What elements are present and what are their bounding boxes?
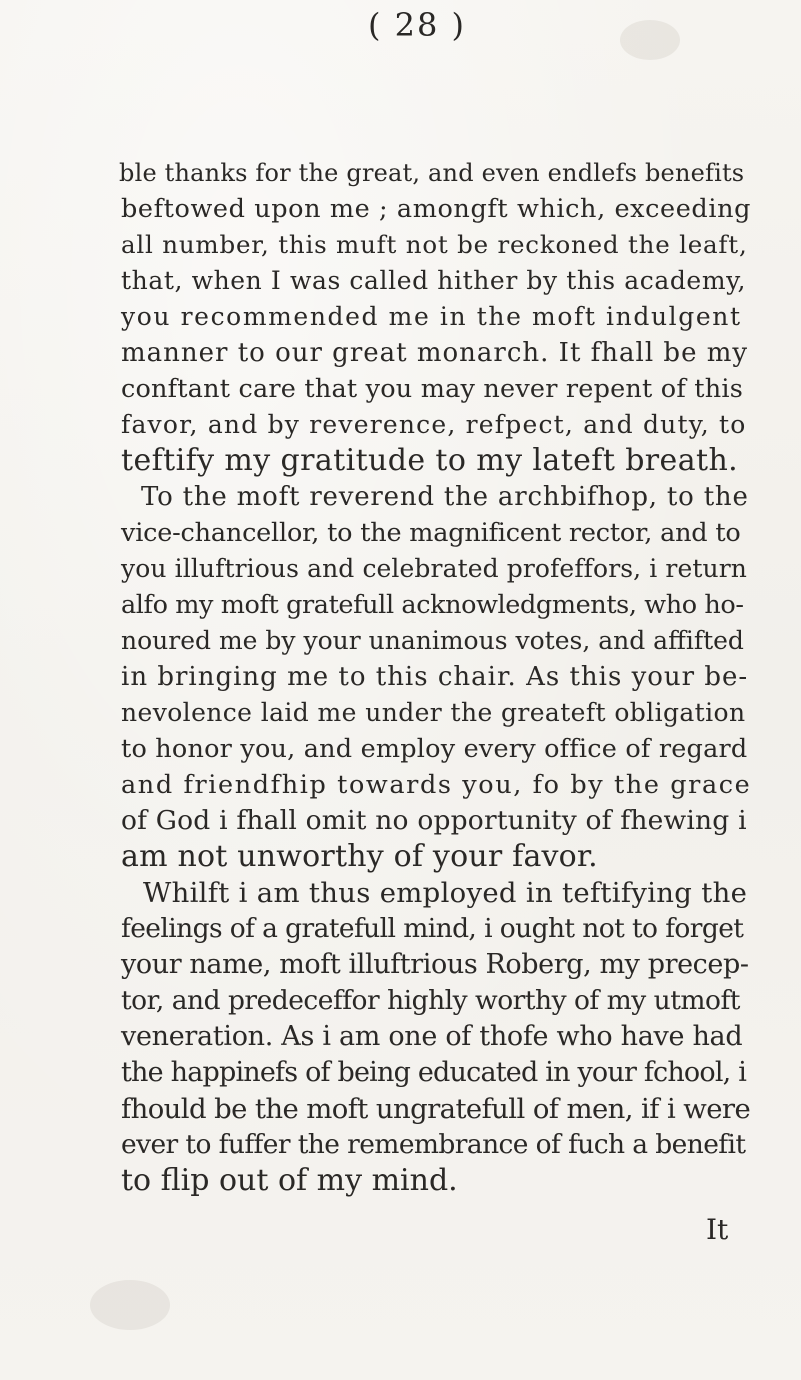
text-line: am not unworthy of your favor. [121, 839, 598, 874]
text-line: all number, this muft not be reckoned the leaft, [121, 230, 748, 259]
paper-stain [90, 1280, 170, 1330]
catchword: It [706, 1213, 729, 1246]
text-line: in bringing me to this chair. As this your be- [121, 662, 749, 692]
text-line: beftowed upon me ; amongft which, exceeding [121, 194, 752, 224]
text-line: tor, and predeceffor highly worthy of my utmoft [121, 985, 740, 1016]
text-line: your name, moft illuftrious Roberg, my precep- [121, 949, 749, 980]
text-line: veneration. As i am one of thofe who have had [121, 1021, 743, 1052]
text-line: manner to our great monarch. It fhall be my [121, 338, 749, 368]
text-line: ble thanks for the great, and even endlefs benefits [119, 159, 745, 187]
text-line: noured me by your unanimous votes, and affifted [121, 626, 744, 655]
paper-stain [620, 20, 680, 60]
text-line: you recommended me in the moft indulgent [121, 302, 742, 331]
page-number: ( 28 ) [368, 6, 467, 44]
text-line: and friendfhip towards you, fo by the grace [121, 770, 752, 800]
text-line: of God i fhall omit no opportunity of fhewing i [121, 805, 747, 836]
text-line: To the moft reverend the archbifhop, to the [141, 482, 749, 512]
text-line: to flip out of my mind. [121, 1163, 458, 1198]
text-line: favor, and by reverence, refpect, and duty, to [121, 410, 747, 439]
text-line: nevolence laid me under the greateft obligation [121, 698, 746, 727]
text-line: Whilft i am thus employed in teftifying the [143, 877, 748, 909]
text-line: ever to fuffer the remembrance of fuch a benefit [121, 1129, 746, 1160]
text-line: conftant care that you may never repent of this [121, 374, 743, 404]
text-line: that, when I was called hither by this academy, [121, 266, 747, 295]
text-line: feelings of a gratefull mind, i ought not to forget [121, 913, 744, 944]
text-line: teftify my gratitude to my lateft breath. [121, 443, 739, 478]
text-line: the happinefs of being educated in your fchool, i [121, 1057, 747, 1088]
text-line: to honor you, and employ every office of regard [121, 734, 748, 764]
text-line: vice-chancellor, to the magnificent rector, and to [121, 518, 741, 548]
text-line: alfo my moft gratefull acknowledgments, who ho- [121, 590, 744, 620]
text-line: fhould be the moft ungratefull of men, if i were [121, 1093, 751, 1125]
text-line: you illuftrious and celebrated profeffors, i return [121, 554, 747, 583]
